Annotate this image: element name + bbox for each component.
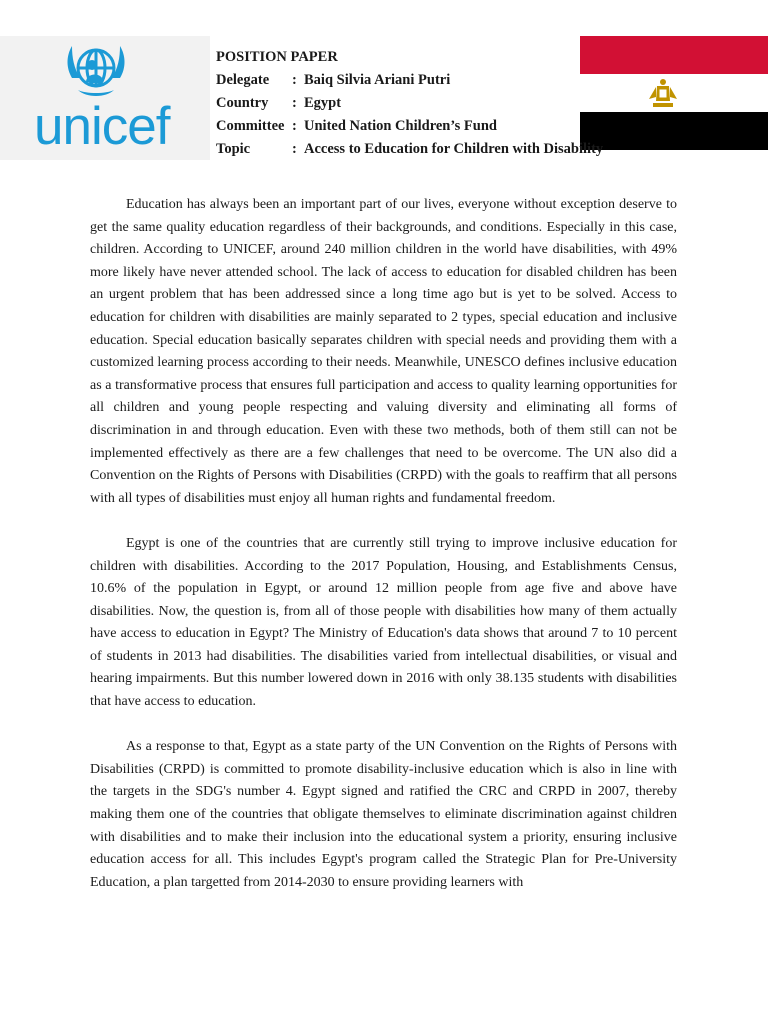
position-paper-header	[216, 46, 636, 161]
body-paragraph-2: Egypt is one of the countries that are currently still trying to improve inclusive education for children with disabilities. According to the 2017 Population, Housing, and Establishments Census, 10.6% of the population in Egypt, or around 12 million people from age five and above have disabilities. Now, the question is, from all of those people with disabilities how many of them actually have access to education in Egypt? The Ministry of Education's data shows that around 7 to 10 percent of students in 2013 had disabilities. The disabilities varied from intellectual disabilities, or visual and hearing impairments. But this number lowered down in 2016 with only 38.135 students with disabilities that have access to education.	[90, 535, 677, 710]
header-separator: :	[292, 118, 297, 134]
header-value: Egypt	[304, 95, 342, 111]
header-separator: :	[292, 72, 297, 88]
body-paragraph-1: Education has always been an important part of our lives, everyone without exception deserve to get the same quality education regardless of their backgrounds, and conditions. Especially in this case, children. According to UNICEF, around 240 million children in the world have disabilities, with 49% more likely have never attended school. The lack of access to education for disabled children has been an urgent problem that has been addressed since a long time ago but is yet to be solved. Access to education for children with disabilities are mainly separated to 2 types, special education and inclusive education. Special education basically separates children with special needs and providing them with a customized learning process according to their needs. Meanwhile, UNESCO defines inclusive education as a transformative process that ensures full participation and access to quality learning opportunities for all children and young people respecting and valuing diversity and eliminating all forms of discrimination in and through education. Even with these two methods, both of them still can not be implemented effectively as there are a few challenges that need to be overcome. The UN also did a Convention on the Rights of Persons with Disabilities (CRPD) with the goals to reaffirm that all persons with all types of disabilities must enjoy all human rights and fundamental freedom.	[90, 197, 677, 506]
unicef-emblem-icon	[64, 38, 128, 104]
header-label: Delegate	[216, 72, 270, 88]
header-label: Country	[216, 95, 269, 111]
document-title: POSITION PAPER	[216, 49, 338, 65]
eagle-of-saladin-icon	[648, 77, 678, 111]
header-value: United Nation Children’s Fund	[304, 118, 497, 134]
header-row-delegate	[216, 69, 636, 92]
header-row-topic	[216, 138, 636, 161]
document-body	[90, 194, 677, 917]
header-separator: :	[292, 95, 297, 111]
body-paragraph-3: As a response to that, Egypt as a state party of the UN Convention on the Rights of Persons with Disabilities (CRPD) is committed to promote disability-inclusive education which is also in line with the targets in the SDG's number 4. Egypt signed and ratified the CRC and CRPD in 2007, thereby making them one of the countries that obligate themselves to eliminate discrimination against children with disabilities and to make their inclusion into the educational system a priority, ensuring inclusive education access for all. This includes Egypt's program called the Strategic Plan for Pre-University Education, a plan targetted from 2014-2030 to ensure providing learners with	[90, 739, 677, 890]
header-label: Committee	[216, 118, 285, 134]
header-value: Baiq Silvia Ariani Putri	[304, 72, 451, 88]
unicef-wordmark: unicef	[34, 97, 170, 156]
header-value: Access to Education for Children with Disability	[304, 141, 604, 157]
header-separator: :	[292, 141, 297, 157]
header-label: Topic	[216, 141, 251, 157]
unicef-logo	[0, 36, 210, 160]
header-row-committee	[216, 115, 636, 138]
header-row-country	[216, 92, 636, 115]
